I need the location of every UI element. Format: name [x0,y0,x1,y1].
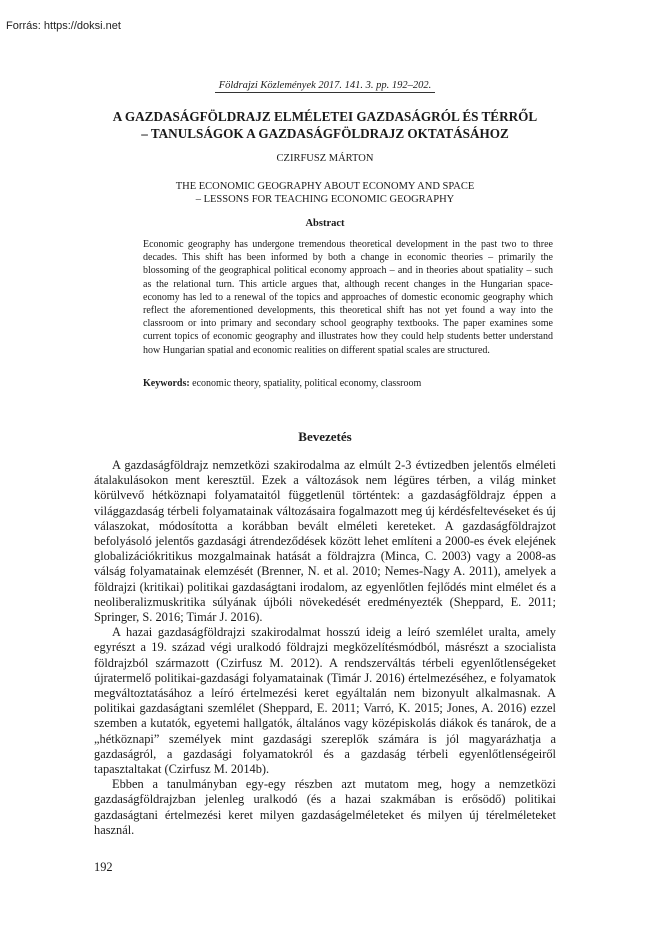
keywords-list: economic theory, spatiality, political economy, classroom [192,378,422,389]
article-title [60,108,590,142]
title-line: A GAZDASÁGFÖLDRAJZ ELMÉLETEI GAZDASÁGRÓL ÉS TÉRRŐL [112,109,538,124]
english-title-line: – LESSONS FOR TEACHING ECONOMIC GEOGRAPHY [195,194,455,205]
section-heading: Bevezetés [298,429,352,444]
body-paragraph: A hazai gazdaságföldrajzi szakirodalmat hosszú ideig a leíró szemlélet uralta, amely egyrészt a 19. század végi uralkodó földrajzi megközelítésmódból, másrészt a szocialista földrajzból származott (Czirfusz M. 2012). A rendszerváltás térbeli egyenlőtlenségeket újratermelő politikai-gazdasági folyamatainak (Timár J. 2016) értelmezéséhez, e folyamatok megváltoztatásához a leíró értelmezési keret egyáltalán nem bizonyult alkalmasnak. A politikai gazdaságtani szemlélet (Sheppard, E. 2011; Varró, K. 2015; Jones, A. 2016) ezzel szemben a kutatók, egyetemi hallgatók, általános vagy középiskolás diákok és tanárok, de a „hétköznapi” személyek mint gazdasági szereplők számára is jól magyarázhatja a gazdaságról, a gazdasági folyamatokról és a gazdaság térbeli egyenlőtlenségeiről tapasztaltakat (Czirfusz M. 2014b). [94,625,556,777]
english-title-line: THE ECONOMIC GEOGRAPHY ABOUT ECONOMY AND SPACE [175,181,475,192]
journal-reference-text: Földrajzi Közlemények 2017. 141. 3. pp. 192–202. [215,80,436,93]
journal-reference [0,80,650,91]
english-title [80,180,570,206]
body-paragraph: A gazdaságföldrajz nemzetközi szakirodalma az elmúlt 2-3 évtizedben jelentős elméleti átalakulásokon ment keresztül. Ezek a változások nem légüres térben, a világ minket körülvevő hétköznapi folyamataitól függetlenül történtek: a gazdaságföldrajz éppen a világgazdaság térbeli folyamatainak változásaira fogalmazott meg új kérdésfeltevéseket és új válaszokat, módosította a korábban bevált elméleti kereteket. A gazdaságföldrajzot befolyásoló jelentős gazdasági átrendeződések között lehet említeni a 2000-es évek elejének globalizációkritikus mozgalmainak hatását a földrajzra (Minca, C. 2003) vagy a 2008-as válság folyamatainak elemzését (Brenner, N. et al. 2010; Nemes-Nagy A. 2011), amelyek a földrajzi (kritikai) politikai gazdaságtani irodalom, az egyenlőtlen fejlődés mint elmélet és a neoliberalizmuskritika súlyának újbóli növekedését eredményezték (Sheppard, E. 2011; Springer, S. 2016; Timár J. 2016). [94,458,556,625]
abstract-text [143,238,553,357]
page-number: 192 [94,860,113,874]
body-paragraph: Ebben a tanulmányban egy-egy részben azt mutatom meg, hogy a nemzetközi gazdaságföldrajzban jelenleg uralkodó (és a hazai szakmában is erősödő) politikai gazdaságtani értelmezési keret milyen gazdaságelméleteket és milyen új térelméleteket használ. [94,777,556,837]
title-line: – TANULSÁGOK A GAZDASÁGFÖLDRAJZ OKTATÁSÁHOZ [141,126,509,141]
author-name: CZIRFUSZ MÁRTON [276,153,374,164]
source-label: Forrás: https://doksi.net [6,20,121,32]
abstract-paragraph: Economic geography has undergone tremendous theoretical development in the past two to three decades. This shift has been informed by both a change in economic theories – primarily the blossoming of the geographical political economy approach – and in theories about spatiality – such as the relational turn. This article argues that, although recent changes in the Hungarian space-economy has led to a renewal of the topics and approaches of domestic economic geography which reflect the aforementioned developments, this theoretical shift has not yet found a way into the classroom or into primary and secondary school geography textbooks. The paper examines some current topics of economic geography and illustrates how they could help students better understand how Hungarian spatial and economic realities on different spatial scales are structured. [143,239,553,356]
abstract-heading: Abstract [305,218,345,229]
keywords-label: Keywords: [143,378,190,389]
keywords [143,378,553,389]
body-text [94,458,556,838]
